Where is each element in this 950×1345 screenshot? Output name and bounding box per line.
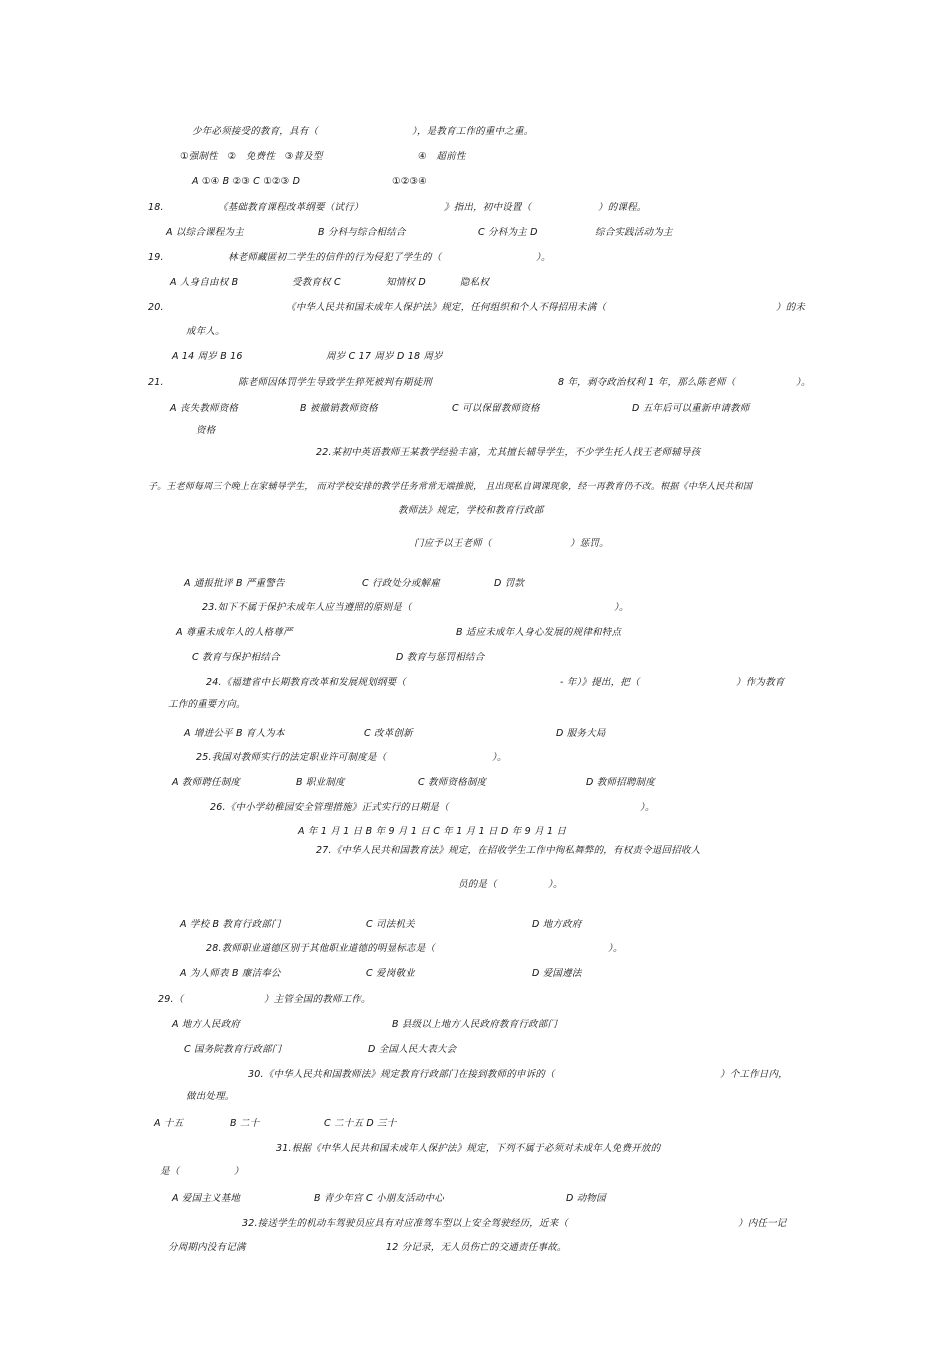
question-text: ）。 [608, 943, 623, 954]
question-number: 19. [148, 252, 164, 263]
question-text: 24.《福建省中长期教育改革和发展规划纲要（ [206, 677, 407, 688]
option-line: B 青少年宫 C 小朋友活动中心 [314, 1193, 444, 1204]
question-text: 26.《中小学幼稚园安全管理措施》正式实行的日期是（ [210, 802, 449, 813]
option-line: A 年 1 月 1 日 B 年 9 月 1 日 C 年 1 月 1 日 D 年 9 月 1 日 [298, 826, 567, 837]
question-text: ）。 [492, 752, 507, 763]
option-line: 周岁 C 17 周岁 D 18 周岁 [326, 351, 443, 362]
question-text: 《中华人民共和国未成年人保护法》规定，任何组织和个人不得招用未满（ [286, 302, 607, 313]
question-text: 28.教师职业道德区别于其他职业道德的明显标志是（ [206, 943, 436, 954]
option-line: 知情权 D [386, 277, 426, 288]
option-line: A 学校 B 教育行政部门 [180, 919, 281, 930]
option-line: A 通报批评 B 严重警告 [184, 578, 285, 589]
option-line: C 二十五 D 三十 [324, 1118, 397, 1129]
option-line: D 教育与惩罚相结合 [396, 652, 485, 663]
option-line: C 国务院教育行政部门 [184, 1044, 282, 1055]
option-line: C 分科为主 D [478, 227, 538, 238]
option-line: D 罚款 [494, 578, 525, 589]
question-text: 做出处理。 [186, 1091, 235, 1102]
option-line: A 地方人民政府 [172, 1019, 241, 1030]
option-line: D 动物园 [566, 1193, 606, 1204]
question-text: ）。 [548, 879, 563, 890]
option-line: C 教育与保护相结合 [192, 652, 280, 663]
question-text: ）的课程。 [598, 202, 647, 213]
option-line: ①强制性 ② 免费性 ③普及型 [180, 151, 323, 162]
question-text: 是（ [160, 1166, 180, 1177]
option-line: ①②③④ [392, 176, 427, 187]
option-line: D 五年后可以重新申请教师 [632, 403, 750, 414]
question-text: 22.某初中英语教师王某教学经验丰富，尤其擅长辅导学生，不少学生托人找王老师辅导孩 [316, 447, 701, 458]
option-line: C 行政处分或解雇 [362, 578, 440, 589]
question-number: 20. [148, 302, 164, 313]
question-text: 23.如下不属于保护未成年人应当遵照的原则是（ [202, 602, 412, 613]
question-text: 8 年，剥夺政治权利 1 年，那么陈老师（ [558, 377, 736, 388]
option-line: D 教师招聘制度 [586, 777, 655, 788]
question-text: 成年人。 [186, 326, 225, 337]
option-line: D 服务大局 [556, 728, 606, 739]
question-text: ）。 [640, 802, 655, 813]
question-text: ）主管全国的教师工作。 [264, 994, 371, 1005]
option-line: ④ 超前性 [418, 151, 466, 162]
question-text: ）惩罚。 [570, 538, 609, 549]
option-line: A 丧失教师资格 [170, 403, 239, 414]
option-line: A 为人师表 B 廉洁奉公 [180, 968, 281, 979]
question-text: ）内任一记 [738, 1218, 787, 1229]
option-line: A 十五 [154, 1118, 184, 1129]
question-text: ）个工作日内， [720, 1069, 788, 1080]
option-line: 受教育权 C [292, 277, 341, 288]
text-line: 少年必须接受的教育，具有（ [192, 126, 319, 137]
option-line: C 改革创新 [364, 728, 413, 739]
option-line: 资格 [196, 425, 216, 436]
question-text: 31.根据《中华人民共和国未成年人保护法》规定，下列不属于必须对未成年人免费开放的 [276, 1143, 661, 1154]
question-text: 林老师藏匿初二学生的信件的行为侵犯了学生的（ [228, 252, 442, 263]
option-line: D 爱国遵法 [532, 968, 582, 979]
question-number: 21. [148, 377, 164, 388]
option-line: D 全国人民大表大会 [368, 1044, 457, 1055]
question-text: 分周期内没有记满 [168, 1242, 246, 1253]
question-text: 25.我国对教师实行的法定职业许可制度是（ [196, 752, 387, 763]
question-text: 12 分记录，无人员伤亡的交通责任事故。 [386, 1242, 567, 1253]
option-line: A 尊重未成年人的人格尊严 [176, 627, 293, 638]
option-line: A 增进公平 B 育人为本 [184, 728, 285, 739]
question-text: 陈老师因体罚学生导致学生猝死被判有期徒刑 [238, 377, 433, 388]
option-line: B 县级以上地方人民政府教育行政部门 [392, 1019, 558, 1030]
question-text: 《基础教育课程改革纲要（试行） [218, 202, 364, 213]
text-line: ），是教育工作的重中之重。 [412, 126, 534, 137]
option-line: A 爱国主义基地 [172, 1193, 241, 1204]
question-text: 员的是（ [458, 879, 497, 890]
question-text: 门应予以王老师（ [414, 538, 492, 549]
question-number: 18. [148, 202, 164, 213]
question-text: - 年）》提出，把（ [560, 677, 640, 688]
question-text: ） [234, 1166, 244, 1177]
option-line: 隐私权 [460, 277, 490, 288]
question-text: ）。 [614, 602, 629, 613]
question-text: ）。 [796, 377, 811, 388]
option-line: A ①④ B ②③ C ①②③ D [192, 176, 301, 187]
option-line: B 二十 [230, 1118, 260, 1129]
option-line: C 可以保留教师资格 [452, 403, 540, 414]
question-text: 32.接送学生的机动车驾驶员应具有对应准驾车型以上安全驾驶经历，近来（ [242, 1218, 569, 1229]
option-line: A 14 周岁 B 16 [172, 351, 243, 362]
question-text: 》指出，初中设置（ [444, 202, 532, 213]
option-line: B 职业制度 [296, 777, 345, 788]
option-line: 综合实践活动为主 [595, 227, 673, 238]
question-text: 27.《中华人民共和国教育法》规定，在招收学生工作中徇私舞弊的，有权责令退回招收人 [316, 845, 701, 856]
option-line: B 适应未成年人身心发展的规律和特点 [456, 627, 622, 638]
question-text: 29.（ [158, 994, 184, 1005]
question-text: 工作的重要方向。 [168, 699, 246, 710]
question-text: ）作为教育 [736, 677, 785, 688]
option-line: B 被撤销教师资格 [300, 403, 378, 414]
option-line: D 地方政府 [532, 919, 582, 930]
question-text: ）的未 [776, 302, 806, 313]
question-text: 子。王老师每周三个晚上在家辅导学生， 而对学校安排的教学任务常常无端推脱， 且出现私自调课现象，经一再教育仍不改。根据《中华人民共和国 [148, 482, 753, 492]
question-text: 教师法》规定，学校和教育行政部 [398, 505, 544, 516]
question-text: ）。 [536, 252, 551, 263]
option-line: A 教师聘任制度 [172, 777, 241, 788]
option-line: C 司法机关 [366, 919, 415, 930]
option-line: C 教师资格制度 [418, 777, 487, 788]
option-line: A 人身自由权 B [170, 277, 239, 288]
question-text: 30.《中华人民共和国教师法》规定教育行政部门在接到教师的申诉的（ [248, 1069, 555, 1080]
option-line: B 分科与综合相结合 [318, 227, 406, 238]
option-line: C 爱岗敬业 [366, 968, 415, 979]
option-line: A 以综合课程为主 [166, 227, 244, 238]
